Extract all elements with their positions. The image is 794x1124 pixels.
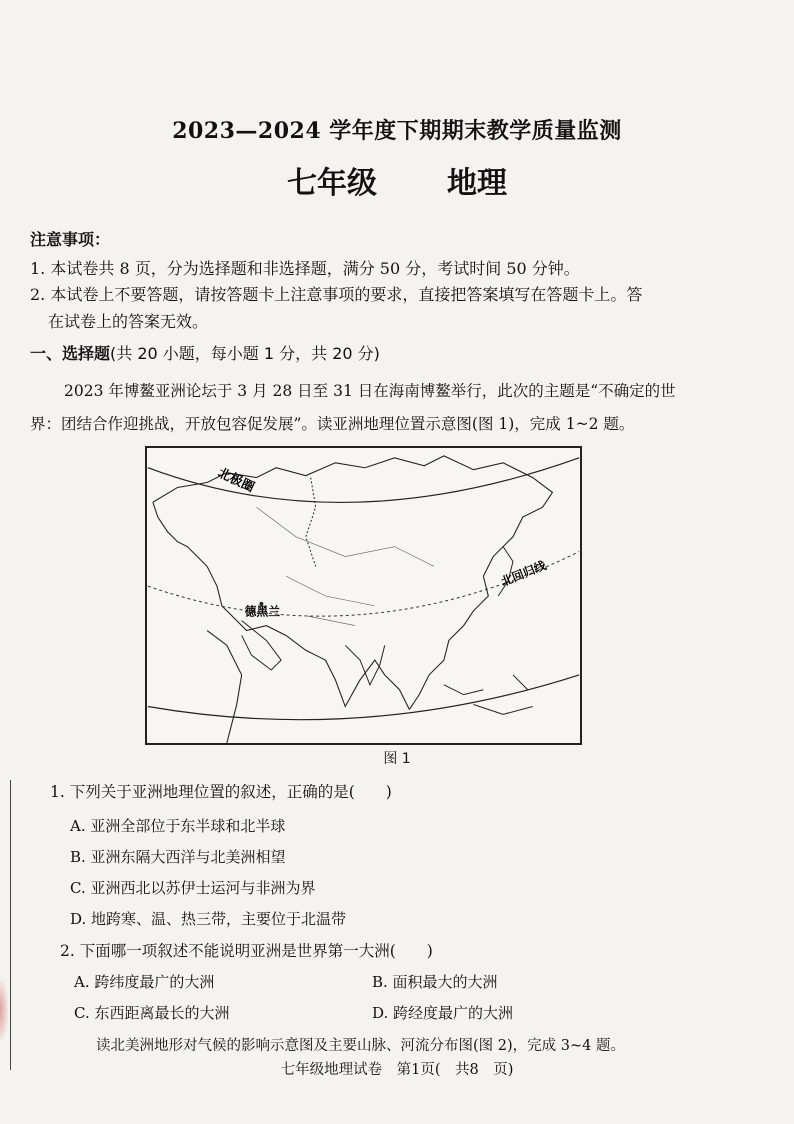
coastline-south [237,621,410,710]
map-caption: 图 1 [383,751,411,767]
subject-label: 地理 [447,166,507,201]
africa-outline [207,631,242,743]
arabia-outline [242,621,281,670]
page-edge-line [10,780,11,1070]
page-footer: 七年级地理试卷 第1页( 共8 页) [280,1062,514,1078]
coastline-east [409,576,488,709]
exam-title: 2023—2024 学年度下期期末教学质量监测 [172,118,622,144]
arctic-circle-label: 北极圈 [215,465,257,496]
exam-subtitle [0,158,794,202]
question-2-option-a: A. 跨纬度最广的大洲 [74,973,215,991]
question-1-stem: 1. 下列关于亚洲地理位置的叙述，正确的是( ) [50,783,392,801]
sea-islands [444,675,533,714]
section-label: 一、选择题 [30,344,111,363]
question-2-option-c: C. 东西距离最长的大洲 [74,1004,230,1022]
india-outline [345,645,384,684]
notice-item-2-line-1: 2. 本试卷上不要答题，请按答题卡上注意事项的要求，直接把答案填写在答题卡上。答 [30,285,643,304]
question-2-option-d: D. 跨经度最广的大洲 [372,1004,514,1022]
notice-item-2 [30,281,710,335]
notice-item-2-line-2: 在试卷上的答案无效。 [48,312,209,331]
asia-map-svg [147,448,580,743]
question-1-option-d: D. 地跨寒、温、热三带，主要位于北温带 [70,910,347,928]
ural-line [306,478,316,567]
section-heading [30,341,380,364]
equator-line [148,675,579,720]
tropic-cancer-label: 北回归线 [498,558,549,589]
question-1-option-b: B. 亚洲东隔大西洋与北美洲相望 [70,848,286,866]
asia-map-figure [145,446,582,745]
page-edge-mark [0,980,8,1040]
question-1-option-c: C. 亚洲西北以苏伊士运河与非洲为界 [70,879,316,897]
question-1-option-a: A. 亚洲全部位于东半球和北半球 [70,817,286,835]
next-question-intro: 读北美洲地形对气候的影响示意图及主要山脉、河流分布图(图 2)，完成 3~4 题。 [96,1038,625,1054]
section-detail: (共 20 小题，每小题 1 分，共 20 分) [110,344,380,363]
question-intro: 2023 年博鳌亚洲论坛于 3 月 28 日至 31 日在海南博鳌举行，此次的主题是“不确定的世界：团结合作迎挑战，开放包容促发展”。读亚洲地理位置示意图(图 1)，完成 1~2 题。 [30,382,676,433]
tehran-label: 德黑兰 [244,604,281,619]
grade-label: 七年级 [287,166,377,201]
question-2-option-b: B. 面积最大的大洲 [372,973,498,991]
coastline-west [153,502,237,620]
notice-item-1: 1. 本试卷共 8 页，分为选择题和非选择题，满分 50 分，考试时间 50 分钟。 [30,259,580,278]
question-2-stem: 2. 下面哪一项叙述不能说明亚洲是世界第一大洲( ) [60,942,433,960]
coastline-north [153,456,553,576]
notice-heading: 注意事项： [30,230,111,249]
inland-borders [256,507,434,625]
